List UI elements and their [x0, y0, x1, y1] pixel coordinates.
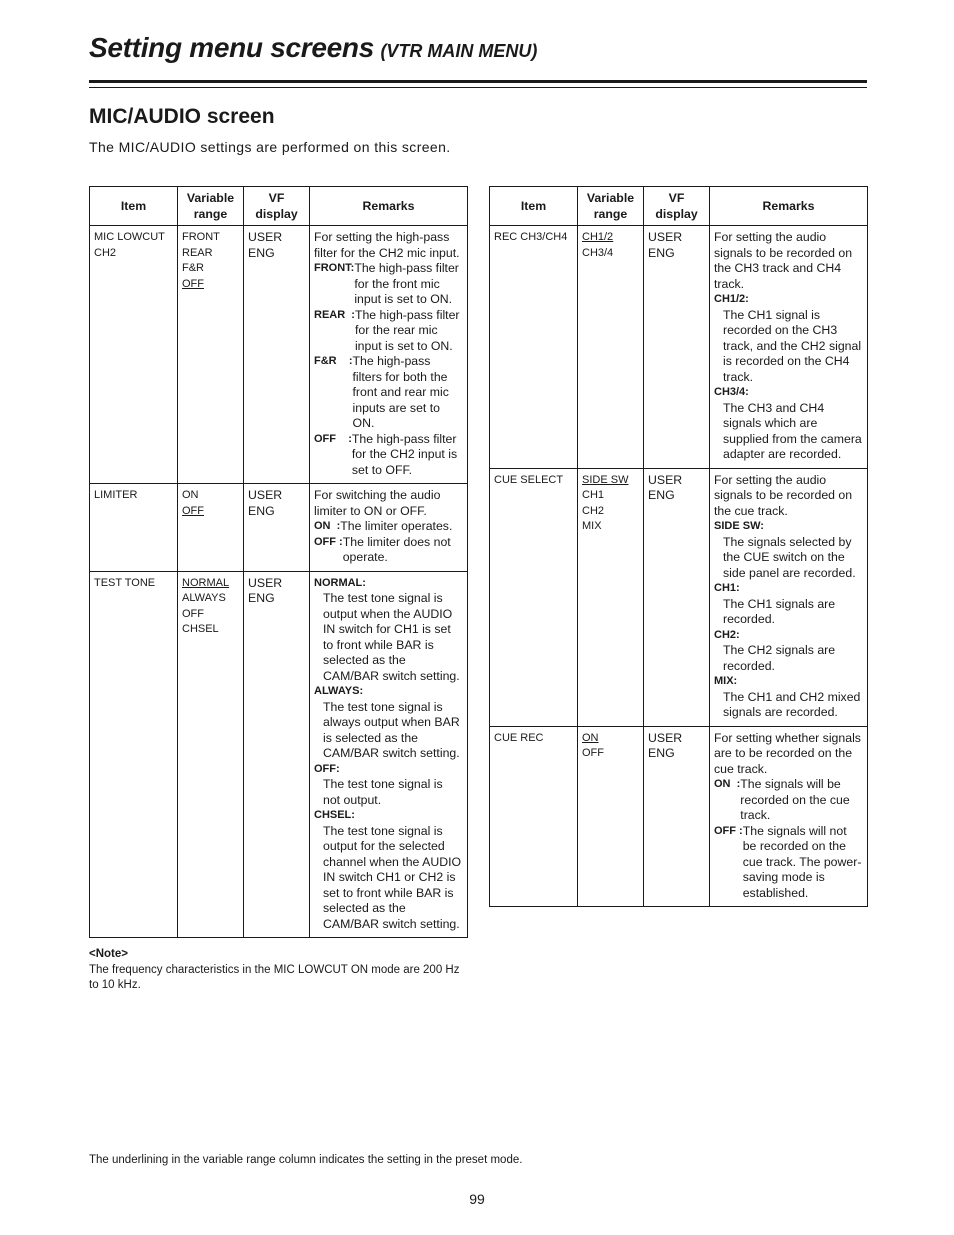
range-value: OFF [182, 607, 204, 620]
remark-key: ON : [314, 520, 341, 532]
remark-text: The CH2 signals are recorded. [723, 643, 836, 673]
range-value: F&R [182, 262, 204, 274]
remark-text: The test tone signal is not output. [323, 777, 443, 807]
remark-intro: For setting the audio signals to be recorded on the cue track. [714, 472, 853, 518]
range-value: REAR [182, 246, 213, 259]
remark-key: OFF : [714, 824, 743, 837]
table-row [490, 726, 868, 907]
remark-text: The test tone signal is output for the selected channel when the AUDIO IN switch CH1 or CH2 is set to front while BAR is selected as the CAM/BAR switch setting. [323, 823, 462, 931]
remark-heading: CH1: [714, 582, 740, 594]
item-cell: REC CH3/CH4 [490, 226, 578, 469]
remark-definition [314, 354, 463, 432]
table-row [490, 468, 868, 726]
range-value: MIX [582, 520, 602, 532]
remark-text: The high-pass filter for the CH2 input is set to OFF. [351, 431, 458, 477]
range-value: OFF [582, 747, 604, 759]
remark-definition [714, 824, 863, 902]
remark-key: FRONT: [314, 262, 355, 274]
preset-value: ON [582, 731, 599, 744]
vf-value: USER [648, 472, 683, 487]
page-subtitle: (VTR MAIN MENU) [380, 41, 538, 61]
remark-key: OFF : [314, 432, 352, 445]
preset-value: NORMAL [182, 576, 230, 589]
vf-value: USER [248, 575, 283, 590]
column-header-remarks: Remarks [310, 187, 468, 226]
remark-text: The test tone signal is always output when BAR is selected as the CAM/BAR switch setting. [323, 699, 460, 760]
vf-cell [244, 571, 310, 938]
page-title: Setting menu screens [89, 32, 374, 63]
remark-key: OFF : [314, 535, 343, 548]
note-text: The frequency characteristics in the MIC LOWCUT ON mode are 200 Hz to 10 kHz. [89, 963, 460, 991]
item-cell: LIMITER [90, 484, 178, 572]
vf-cell [644, 726, 710, 907]
section-intro: The MIC/AUDIO settings are performed on this screen. [89, 139, 451, 155]
header-rule-thin [89, 87, 867, 88]
range-cell [578, 726, 644, 907]
vf-cell [244, 484, 310, 572]
vf-value: USER [248, 488, 283, 502]
range-value: ON [182, 489, 199, 501]
vf-value: ENG [648, 488, 675, 502]
remarks-cell [310, 571, 468, 938]
table-row [490, 226, 868, 469]
range-cell [178, 571, 244, 938]
column-header-item: Item [490, 187, 578, 226]
header-rule-thick [89, 80, 867, 83]
remark-text: The CH3 and CH4 signals which are supplied from the camera adapter are recorded. [723, 400, 862, 461]
remark-definition [314, 432, 463, 479]
page-number: 99 [469, 1191, 485, 1207]
remark-text: The signals will not be recorded on the cue track. The power-saving mode is established. [742, 823, 862, 900]
range-value: CHSEL [182, 623, 219, 635]
table-body [490, 226, 868, 907]
note-heading: <Note> [89, 948, 128, 960]
remark-key: F&R : [314, 355, 353, 367]
vf-value: ENG [648, 245, 675, 260]
range-cell [178, 226, 244, 484]
remark-definition [314, 519, 463, 535]
vf-cell [644, 226, 710, 469]
range-cell [578, 468, 644, 726]
remark-intro: For setting the audio signals to be recorded on the CH3 track and CH4 track. [714, 230, 853, 291]
remark-key: ON : [714, 778, 741, 790]
table-header-row [490, 187, 868, 226]
range-value: CH3/4 [582, 246, 614, 259]
column-header-remarks: Remarks [710, 187, 868, 226]
item-cell: CUE SELECT [490, 468, 578, 726]
remark-heading: SIDE SW: [714, 520, 764, 532]
range-cell [178, 484, 244, 572]
remark-heading: CHSEL: [314, 809, 355, 821]
remark-intro: For switching the audio limiter to ON or OFF. [314, 488, 441, 518]
settings-table-right [489, 186, 868, 907]
table-body [90, 226, 468, 938]
remark-text: The limiter operates. [340, 519, 453, 533]
remark-heading: MIX: [714, 675, 738, 687]
page-header [89, 32, 537, 64]
remark-intro: For setting the high-pass filter for the CH2 mic input. [314, 230, 460, 260]
range-value: CH2 [582, 504, 605, 517]
vf-value: ENG [648, 746, 675, 760]
remarks-cell [710, 726, 868, 907]
remark-text: The CH1 signal is recorded on the CH3 track, and the CH2 signal is recorded on the CH4 track. [723, 307, 862, 384]
preset-value: OFF [182, 277, 204, 290]
remark-text: The signals will be recorded on the cue track. [740, 777, 850, 822]
range-value: ALWAYS [182, 592, 226, 604]
remark-definition [714, 777, 863, 824]
range-value: CH1 [582, 489, 605, 501]
vf-value: USER [648, 730, 683, 745]
settings-table-left [89, 186, 468, 938]
remarks-cell [310, 226, 468, 484]
section-heading: MIC/AUDIO screen [89, 105, 275, 128]
vf-value: USER [248, 230, 283, 244]
remark-text: The test tone signal is output when the AUDIO IN switch for CH1 is set to front while BAR is selected as the CAM/BAR switch setting. [323, 591, 460, 683]
remark-text: The high-pass filters for both the front and rear mic inputs are set to ON. [352, 354, 449, 430]
vf-cell [244, 226, 310, 484]
remark-text: The high-pass filter for the front mic input is set to ON. [354, 261, 459, 306]
column-header-vf: VF display [244, 187, 310, 226]
table-row [90, 484, 468, 572]
remark-heading: CH1/2: [714, 293, 749, 305]
remark-intro: For setting whether signals are to be recorded on the cue track. [714, 730, 861, 776]
range-value: FRONT [182, 231, 220, 243]
vf-value: ENG [248, 245, 275, 260]
remark-key: REAR : [314, 308, 355, 321]
footnote: The underlining in the variable range column indicates the setting in the preset mode. [89, 1154, 523, 1166]
remarks-cell [310, 484, 468, 572]
vf-value: ENG [248, 503, 275, 518]
item-cell: TEST TONE [90, 571, 178, 938]
remark-definition [314, 261, 463, 308]
remark-text: The signals selected by the CUE switch on the side panel are recorded. [723, 534, 856, 580]
note [89, 947, 469, 994]
remark-text: The limiter does not operate. [342, 534, 451, 564]
remark-heading: OFF: [314, 762, 340, 775]
vf-cell [644, 468, 710, 726]
preset-value: SIDE SW [582, 473, 629, 486]
remark-definition [314, 308, 463, 355]
remarks-cell [710, 468, 868, 726]
vf-value: ENG [248, 591, 275, 605]
remark-text: The high-pass filter for the rear mic input is set to ON. [354, 307, 460, 353]
column-header-range: Variable range [178, 187, 244, 226]
remark-heading: NORMAL: [314, 576, 366, 589]
remark-definition [314, 535, 463, 566]
preset-value: OFF [182, 504, 204, 517]
column-header-vf: VF display [644, 187, 710, 226]
remark-text: The CH1 and CH2 mixed signals are recorded. [723, 689, 861, 719]
column-header-item: Item [90, 187, 178, 226]
preset-value: CH1/2 [582, 231, 614, 243]
remark-heading: CH2: [714, 628, 740, 641]
remark-heading: CH3/4: [714, 386, 749, 398]
remark-heading: ALWAYS: [314, 685, 364, 697]
table-header-row [90, 187, 468, 226]
item-cell: MIC LOWCUT CH2 [90, 226, 178, 484]
table-row [90, 226, 468, 484]
range-cell [578, 226, 644, 469]
remark-text: The CH1 signals are recorded. [723, 596, 836, 626]
remarks-cell [710, 226, 868, 469]
column-header-range: Variable range [578, 187, 644, 226]
table-row [90, 571, 468, 938]
vf-value: USER [648, 230, 683, 244]
item-cell: CUE REC [490, 726, 578, 907]
